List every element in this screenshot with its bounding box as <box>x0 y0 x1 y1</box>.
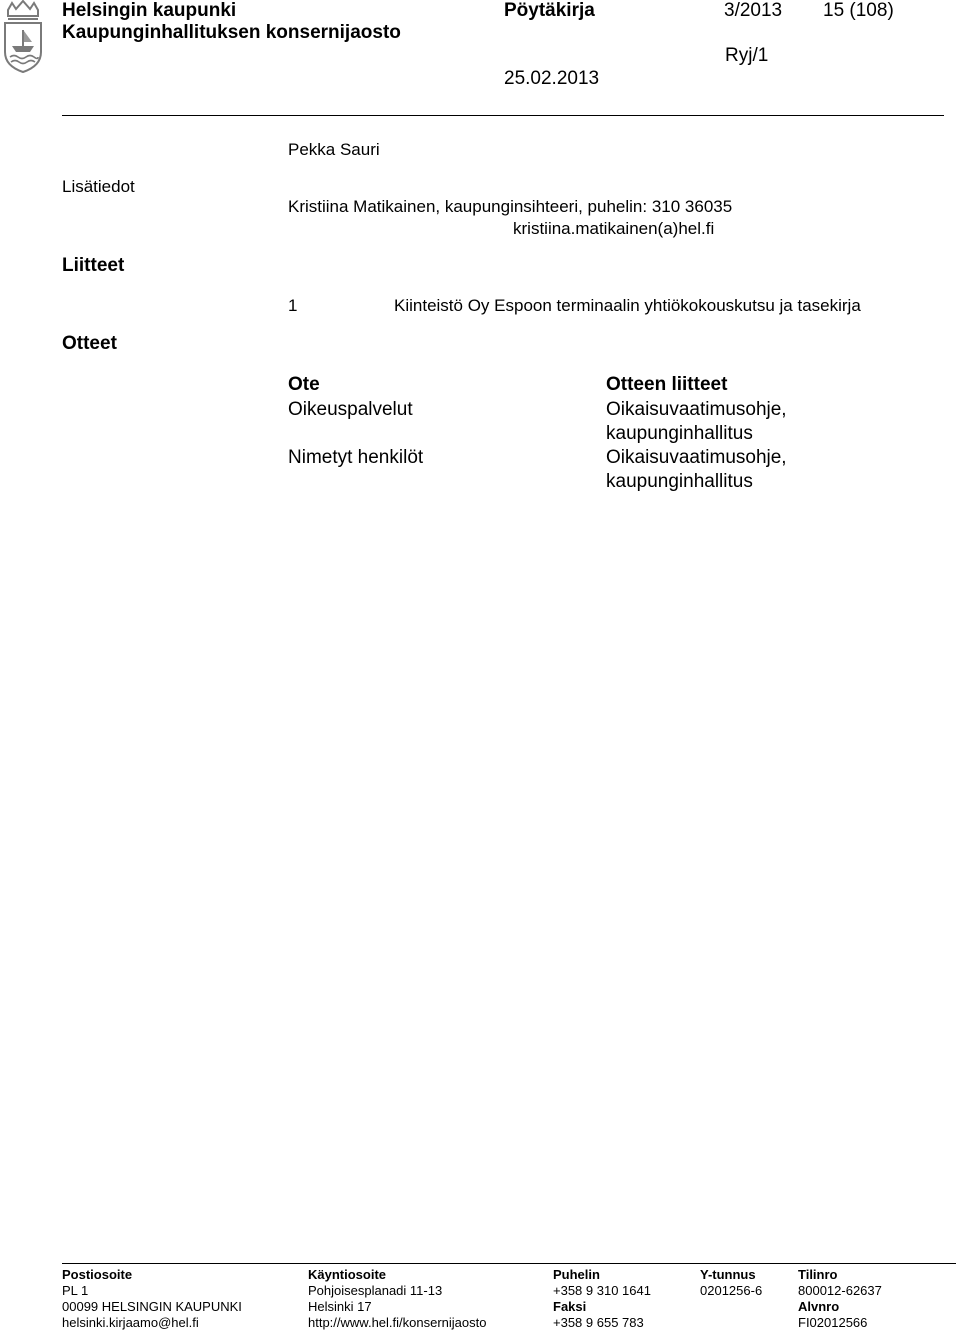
postal-address-line: PL 1 <box>62 1283 89 1298</box>
helsinki-coat-of-arms-icon <box>2 0 44 74</box>
business-id: 0201256-6 <box>700 1283 763 1298</box>
extract-attachments-col-header: Otteen liitteet <box>606 374 728 395</box>
extract-col-header: Ote <box>288 374 320 395</box>
fax-number: +358 9 655 783 <box>553 1315 644 1330</box>
extract-recipient: Nimetyt henkilöt <box>288 447 424 468</box>
footer-divider <box>62 1263 956 1264</box>
attachment-number: 1 <box>288 296 298 315</box>
phone-label: Puhelin <box>553 1267 600 1282</box>
vat-number: FI02012566 <box>798 1315 868 1330</box>
visiting-address-line: Pohjoisesplanadi 11-13 <box>308 1283 443 1298</box>
visiting-address-label: Käyntiosoite <box>308 1267 387 1282</box>
account-label: Tilinro <box>798 1267 838 1282</box>
visiting-address-line: Helsinki 17 <box>308 1299 372 1314</box>
signer-name: Pekka Sauri <box>288 140 380 159</box>
registry-email[interactable]: helsinki.kirjaamo@hel.fi <box>62 1315 199 1330</box>
contact-info: Kristiina Matikainen, kaupunginsihteeri, puhelin: 310 36035 <box>288 197 733 216</box>
business-id-label: Y-tunnus <box>700 1267 756 1282</box>
vat-label: Alvnro <box>798 1299 840 1314</box>
contact-email[interactable]: kristiina.matikainen(a)hel.fi <box>513 219 715 238</box>
extract-attachment: Oikaisuvaatimusohje, <box>606 399 787 420</box>
extract-attachment: Oikaisuvaatimusohje, <box>606 447 787 468</box>
extracts-heading: Otteet <box>62 333 117 354</box>
phone-number: +358 9 310 1641 <box>553 1283 651 1298</box>
extract-attachment: kaupunginhallitus <box>606 423 753 444</box>
issue-number: 3/2013 <box>724 0 783 21</box>
fax-label: Faksi <box>553 1299 587 1314</box>
meeting-date: 25.02.2013 <box>504 68 600 89</box>
extract-attachment: kaupunginhallitus <box>606 471 753 492</box>
postal-address-label: Postiosoite <box>62 1267 133 1282</box>
page-number: 15 (108) <box>823 0 894 21</box>
document-type: Pöytäkirja <box>504 0 595 21</box>
account-number: 800012-62637 <box>798 1283 882 1298</box>
attachments-heading: Liitteet <box>62 255 125 276</box>
organization-name: Helsingin kaupunki <box>62 0 237 21</box>
body-name: Kaupunginhallituksen konsernijaosto <box>62 22 401 43</box>
attachment-title: Kiinteistö Oy Espoon terminaalin yhtiökokouskutsu ja tasekirja <box>394 296 861 315</box>
website-link[interactable]: http://www.hel.fi/konsernijaosto <box>308 1315 487 1330</box>
postal-address-line: 00099 HELSINGIN KAUPUNKI <box>62 1299 242 1314</box>
info-label: Lisätiedot <box>62 177 135 196</box>
extract-recipient: Oikeuspalvelut <box>288 399 413 420</box>
section-code: Ryj/1 <box>725 45 769 66</box>
header-divider <box>62 115 944 116</box>
